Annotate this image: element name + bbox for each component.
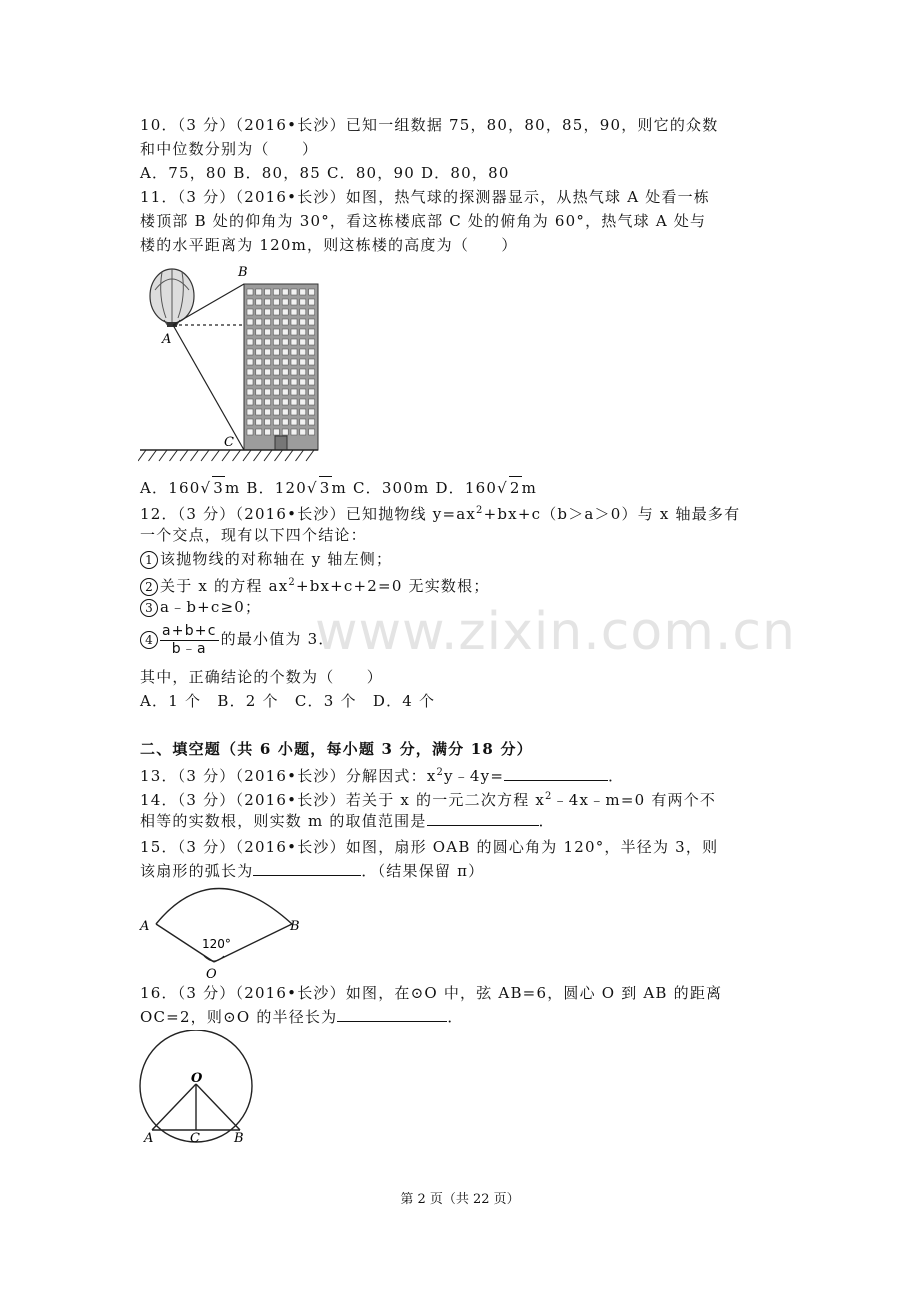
- window: [300, 329, 306, 335]
- label-a: A: [144, 1131, 154, 1146]
- window: [309, 329, 315, 335]
- window: [309, 389, 315, 395]
- window: [282, 399, 288, 405]
- window: [265, 339, 271, 345]
- window: [291, 339, 297, 345]
- window: [282, 289, 288, 295]
- q15-line1: 15．（3 分）（2016•长沙）如图，扇形 OAB 的圆心角为 120°，半径为 3，则: [140, 838, 719, 856]
- window: [247, 409, 253, 415]
- answer-blank: [504, 766, 608, 781]
- window: [291, 399, 297, 405]
- hatch-line: [306, 450, 314, 461]
- window: [300, 299, 306, 305]
- window: [309, 369, 315, 375]
- label-b: B: [290, 919, 300, 934]
- label-a: A: [140, 919, 150, 934]
- window: [300, 289, 306, 295]
- window: [291, 349, 297, 355]
- q12-conclusion-1: 1 该抛物线的对称轴在 y 轴左侧；: [140, 548, 780, 570]
- window: [300, 389, 306, 395]
- balloon-building-figure: [138, 262, 338, 467]
- window: [282, 299, 288, 305]
- window: [256, 289, 262, 295]
- window: [256, 299, 262, 305]
- window: [256, 329, 262, 335]
- window: [291, 319, 297, 325]
- label-c: C: [224, 435, 234, 450]
- window: [256, 429, 262, 435]
- watermark: www.zixin.com.cn: [315, 602, 796, 662]
- answer-blank: [253, 861, 361, 876]
- window: [291, 289, 297, 295]
- window: [309, 339, 315, 345]
- window: [282, 339, 288, 345]
- label-b: B: [234, 1131, 244, 1146]
- window: [309, 409, 315, 415]
- window: [256, 409, 262, 415]
- window: [300, 339, 306, 345]
- hatch-line: [191, 450, 199, 461]
- hatch-line: [138, 450, 146, 461]
- window: [265, 409, 271, 415]
- window: [265, 299, 271, 305]
- window: [291, 419, 297, 425]
- q10-line2: 和中位数分别为（ ）: [140, 140, 319, 158]
- window: [282, 329, 288, 335]
- hatch-line: [233, 450, 241, 461]
- window: [291, 309, 297, 315]
- window: [300, 369, 306, 375]
- window: [291, 379, 297, 385]
- window: [265, 399, 271, 405]
- window: [309, 309, 315, 315]
- hatch-line: [275, 450, 283, 461]
- window: [256, 389, 262, 395]
- window: [273, 299, 279, 305]
- window: [265, 309, 271, 315]
- window: [273, 389, 279, 395]
- window: [300, 379, 306, 385]
- label-c: C: [190, 1131, 200, 1146]
- window: [282, 359, 288, 365]
- window: [291, 329, 297, 335]
- window: [300, 359, 306, 365]
- window: [282, 369, 288, 375]
- window: [273, 369, 279, 375]
- window: [265, 319, 271, 325]
- window: [300, 419, 306, 425]
- hatch-line: [264, 450, 272, 461]
- window: [282, 379, 288, 385]
- window: [256, 349, 262, 355]
- window: [265, 349, 271, 355]
- window: [265, 359, 271, 365]
- fraction: $\frac{a+b+c}{b﹣a}$: [162, 622, 217, 657]
- q16-line1: 16．（3 分）（2016•长沙）如图，在⊙O 中，弦 AB=6，圆心 O 到 AB 的距离: [140, 984, 723, 1002]
- hatch-line: [170, 450, 178, 461]
- hatch-line: [212, 450, 220, 461]
- window: [273, 419, 279, 425]
- window: [247, 319, 253, 325]
- window: [247, 349, 253, 355]
- q12-options: A．1 个 B．2 个 C．3 个 D．4 个: [140, 692, 436, 710]
- window: [247, 429, 253, 435]
- window: [273, 399, 279, 405]
- window: [309, 359, 315, 365]
- window: [300, 429, 306, 435]
- window: [282, 419, 288, 425]
- window: [265, 329, 271, 335]
- q12-conclusion-2: 2 关于 x 的方程 $ax^2+bx+c+2=0$ 无实数根；: [140, 572, 780, 597]
- ground-hatch: [138, 450, 314, 461]
- window: [273, 409, 279, 415]
- window: [256, 369, 262, 375]
- q12-line1: 12．（3 分）（2016•长沙）已知抛物线 $y=ax^2+bx+c(b>a>0)$与 x 轴最多有: [140, 505, 741, 523]
- answer-blank: [337, 1007, 447, 1022]
- hatch-line: [149, 450, 157, 461]
- hatch-line: [296, 450, 304, 461]
- window: [282, 309, 288, 315]
- window: [309, 319, 315, 325]
- window: [247, 299, 253, 305]
- q12-line2: 一个交点，现有以下四个结论：: [140, 526, 367, 544]
- window: [300, 309, 306, 315]
- q16-line2: OC=2，则⊙O 的半径长为 ．: [140, 1008, 464, 1026]
- window: [291, 369, 297, 375]
- window: [291, 409, 297, 415]
- label-b: B: [238, 265, 248, 280]
- window: [247, 419, 253, 425]
- window: [256, 399, 262, 405]
- window: [256, 379, 262, 385]
- window: [247, 399, 253, 405]
- window: [309, 379, 315, 385]
- window: [291, 429, 297, 435]
- answer-blank: [427, 811, 539, 826]
- q12-conclusion-4: 4 $\frac{a+b+c}{b﹣a}$ 的最小值为 3．: [140, 620, 780, 658]
- window: [300, 319, 306, 325]
- q12-conclusion-3: 3 a﹣b+c≥0；: [140, 596, 780, 618]
- window: [265, 419, 271, 425]
- window: [273, 289, 279, 295]
- q11-line3: 楼的水平距离为 120m，则这栋楼的高度为（ ）: [140, 236, 518, 254]
- page-footer: 第 2 页（共 22 页）: [400, 1192, 520, 1207]
- hatch-line: [222, 450, 230, 461]
- window: [265, 369, 271, 375]
- window: [265, 379, 271, 385]
- window: [309, 419, 315, 425]
- window: [309, 399, 315, 405]
- window: [273, 349, 279, 355]
- window: [300, 349, 306, 355]
- hatch-line: [285, 450, 293, 461]
- window: [247, 379, 253, 385]
- window: [300, 409, 306, 415]
- q14-line2: 相等的实数根，则实数 m 的取值范围是 ．: [140, 812, 555, 830]
- window: [282, 409, 288, 415]
- window: [256, 419, 262, 425]
- window: [282, 389, 288, 395]
- section-2-heading: 二、填空题（共 6 小题，每小题 3 分，满分 18 分）: [140, 740, 533, 758]
- window: [247, 289, 253, 295]
- window: [291, 299, 297, 305]
- window: [256, 359, 262, 365]
- q12-line7: 其中，正确结论的个数为（ ）: [140, 668, 384, 686]
- label-o: O: [206, 967, 217, 982]
- window: [282, 349, 288, 355]
- q13-line: 13．（3 分）（2016•长沙）分解因式：$x^2y﹣4y=$ ．: [140, 767, 625, 785]
- window: [273, 359, 279, 365]
- window: [273, 319, 279, 325]
- window: [309, 299, 315, 305]
- hatch-line: [254, 450, 262, 461]
- q11-line2: 楼顶部 B 处的仰角为 30°，看这栋楼底部 C 处的俯角为 60°，热气球 A 处与: [140, 212, 707, 230]
- window: [273, 379, 279, 385]
- window: [265, 429, 271, 435]
- window: [256, 339, 262, 345]
- window: [247, 309, 253, 315]
- hatch-line: [243, 450, 251, 461]
- circle-figure: [136, 1030, 266, 1148]
- window: [256, 309, 262, 315]
- window: [291, 389, 297, 395]
- hatch-line: [159, 450, 167, 461]
- window: [291, 359, 297, 365]
- window: [309, 349, 315, 355]
- hatch-line: [201, 450, 209, 461]
- window: [282, 429, 288, 435]
- label-a: A: [162, 332, 172, 347]
- window: [309, 289, 315, 295]
- window: [247, 369, 253, 375]
- window: [273, 309, 279, 315]
- q10-line1: 10．（3 分）（2016•长沙）已知一组数据 75，80，80，85，90，则它的众数: [140, 116, 719, 134]
- window: [247, 389, 253, 395]
- window: [282, 319, 288, 325]
- window: [256, 319, 262, 325]
- q15-line2: 该扇形的弧长为 ．（结果保留 π）: [140, 862, 485, 880]
- window: [300, 399, 306, 405]
- q10-options: A．75，80 B．80，85 C．80，90 D．80，80: [140, 164, 510, 182]
- sector-figure: [136, 878, 316, 984]
- window: [265, 389, 271, 395]
- window: [273, 329, 279, 335]
- window: [247, 329, 253, 335]
- angle-label: 120°: [202, 937, 231, 951]
- label-o: O: [191, 1071, 203, 1086]
- hatch-line: [180, 450, 188, 461]
- q14-line1: 14．（3 分）（2016•长沙）若关于 x 的一元二次方程 $x^2﹣4x﹣m=0$ 有两个不: [140, 791, 717, 809]
- window: [309, 429, 315, 435]
- window: [265, 289, 271, 295]
- window: [247, 339, 253, 345]
- q11-line1: 11．（3 分）（2016•长沙）如图，热气球的探测器显示，从热气球 A 处看一栋: [140, 188, 710, 206]
- window: [273, 429, 279, 435]
- q11-options: A．160√ 3m B．120√ 3m C．300m D．160√ 2m: [140, 476, 780, 499]
- window: [247, 359, 253, 365]
- window: [273, 339, 279, 345]
